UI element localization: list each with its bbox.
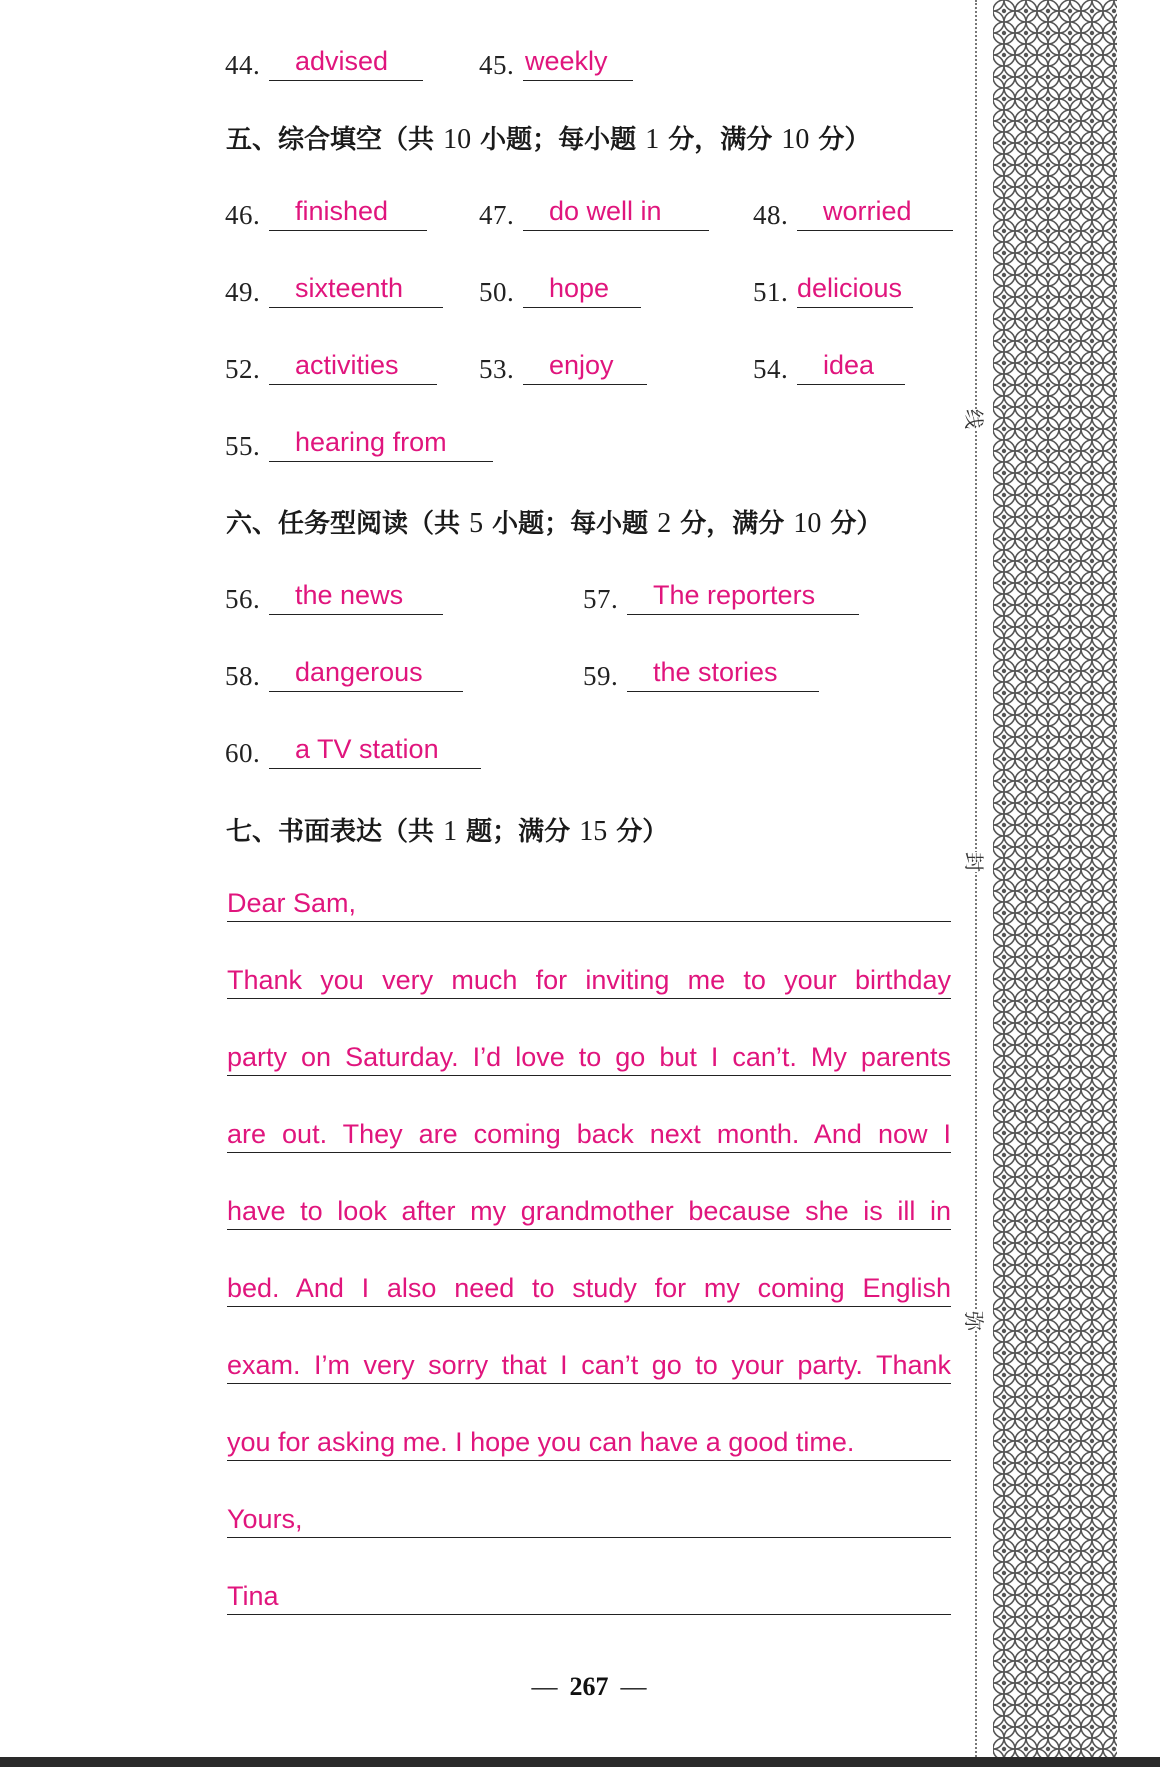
- essay-line: [227, 956, 951, 999]
- essay-line: [227, 1187, 951, 1230]
- essay-line: [227, 1341, 951, 1384]
- answer-value: idea: [823, 350, 875, 380]
- answer-value: activities: [295, 350, 399, 380]
- section-6-heading: 六、任务型阅读（共 5 小题；每小题 2 分，满分 10 分）: [226, 508, 883, 539]
- answer-number: 47.: [479, 200, 515, 230]
- answer-blank: [269, 46, 423, 81]
- answer-blank: [627, 657, 819, 692]
- essay-line: [227, 1495, 951, 1538]
- essay-signature: Tina: [227, 1581, 279, 1611]
- answer-number: 49.: [225, 277, 261, 307]
- answer-number: 51.: [753, 277, 789, 307]
- essay-line: [227, 1033, 951, 1076]
- answer-number: 50.: [479, 277, 515, 307]
- answer-blank: [797, 273, 913, 308]
- answer-value: worried: [823, 196, 912, 226]
- answer-number: 58.: [225, 661, 261, 691]
- answer-number: 60.: [225, 738, 261, 768]
- essay-line: [227, 1110, 951, 1153]
- answer-value: weekly: [525, 46, 608, 76]
- answer-blank: [269, 196, 427, 231]
- page-number: — 267 —: [531, 1672, 647, 1701]
- answer-blank: [523, 196, 709, 231]
- answer-number: 44.: [225, 50, 261, 80]
- answer-blank: [523, 273, 641, 308]
- binding-mark-mi: 弥: [962, 1311, 986, 1331]
- essay-line: [227, 1572, 951, 1615]
- answer-blank: [269, 273, 443, 308]
- answer-value: The reporters: [653, 580, 816, 610]
- essay-text: are out. They are coming back next month. And now I: [227, 1119, 951, 1149]
- answer-value: hearing from: [295, 427, 447, 457]
- essay-greeting: Dear Sam,: [227, 888, 357, 918]
- answer-value: the stories: [653, 657, 778, 687]
- answer-blank: [269, 734, 481, 769]
- answer-blank: [269, 350, 437, 385]
- essay-text: exam. I’m very sorry that I can’t go to your party. Thank: [227, 1350, 951, 1380]
- essay-text: party on Saturday. I’d love to go but I can’t. My parents: [227, 1042, 951, 1072]
- answer-number: 55.: [225, 431, 261, 461]
- answer-value: enjoy: [549, 350, 614, 380]
- essay-text: have to look after my grandmother because she is ill in: [227, 1196, 951, 1226]
- essay-text: Thank you very much for inviting me to your birthday: [227, 965, 951, 995]
- answer-value: finished: [295, 196, 389, 226]
- answer-blank: [797, 196, 953, 231]
- binding-mark-feng: 封: [962, 852, 986, 872]
- answer-blank: [523, 46, 633, 81]
- answer-blank: [627, 580, 859, 615]
- essay-line: [227, 1264, 951, 1307]
- answer-value: do well in: [549, 196, 662, 226]
- answer-number: 46.: [225, 200, 261, 230]
- answer-number: 59.: [583, 661, 619, 691]
- answer-blank: [797, 350, 905, 385]
- answer-value: advised: [295, 46, 389, 76]
- answer-value: hope: [549, 273, 610, 303]
- decorative-pattern-strip: [993, 0, 1117, 1757]
- answer-number: 45.: [479, 50, 515, 80]
- answer-blank: [269, 427, 493, 462]
- section-5-heading: 五、综合填空（共 10 小题；每小题 1 分，满分 10 分）: [226, 124, 871, 155]
- answer-number: 57.: [583, 584, 619, 614]
- essay-line: [227, 1418, 951, 1461]
- answer-number: 48.: [753, 200, 789, 230]
- answer-value: the news: [295, 580, 404, 610]
- answer-value: dangerous: [295, 657, 423, 687]
- answer-value: sixteenth: [295, 273, 404, 303]
- binding-mark-xian: 线: [962, 409, 986, 429]
- answer-blank: [269, 580, 443, 615]
- answer-blank: [523, 350, 647, 385]
- answer-value: delicious: [797, 273, 903, 303]
- essay-text: bed. And I also need to study for my coming English: [227, 1273, 951, 1303]
- answer-number: 53.: [479, 354, 515, 384]
- essay-text: you for asking me. I hope you can have a good time.: [227, 1427, 855, 1457]
- section-7-heading: 七、书面表达（共 1 题；满分 15 分）: [226, 816, 669, 847]
- answer-blank: [269, 657, 463, 692]
- essay-line: [227, 879, 951, 922]
- answer-number: 56.: [225, 584, 261, 614]
- essay-closing: Yours,: [227, 1504, 303, 1534]
- answer-value: a TV station: [295, 734, 439, 764]
- answer-number: 54.: [753, 354, 789, 384]
- answer-number: 52.: [225, 354, 261, 384]
- binding-cut-line: [975, 0, 977, 1757]
- bottom-edge-bar: [0, 1757, 1160, 1767]
